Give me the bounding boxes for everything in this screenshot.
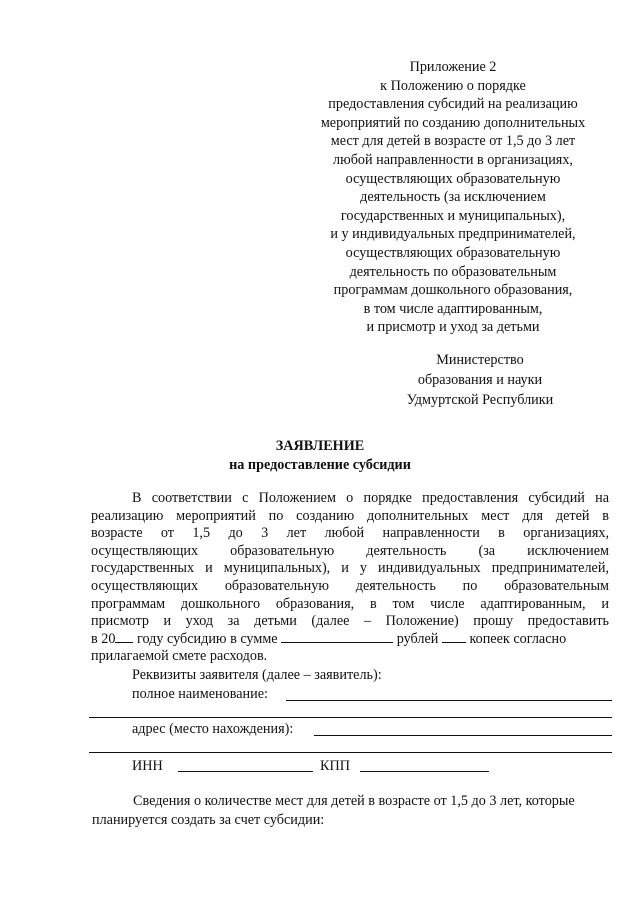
body-line: прилагаемой смете расходов. [91, 648, 268, 665]
appendix-line: деятельность по образовательным [349, 263, 557, 280]
document-title [0, 437, 640, 475]
title-sub: на предоставление субсидии [229, 457, 411, 473]
appendix-line: и у индивидуальных предпринимателей, [330, 226, 576, 243]
info-line: Сведения о количестве мест для детей в возрасте от 1,5 до 3 лет, которые [133, 793, 575, 809]
address-field-continued[interactable] [89, 752, 612, 753]
addressee-line: Удмуртской Республики [406, 392, 554, 408]
year-blank[interactable] [115, 631, 133, 643]
full-name-field-continued[interactable] [89, 717, 612, 718]
amount-text-sum: году субсидию в сумме [133, 630, 282, 647]
body-line: осуществляющих образовательную деятельность (за исключением [91, 542, 609, 559]
kpp-label: КПП [320, 758, 350, 774]
address-field[interactable] [314, 735, 612, 736]
requisites-heading: Реквизиты заявителя (далее – заявитель): [132, 667, 382, 683]
appendix-line: любой направленности в организациях, [333, 151, 573, 168]
full-name-label: полное наименование: [132, 686, 268, 702]
appendix-line: программам дошкольного образования, [333, 282, 573, 299]
appendix-line: предоставления субсидий на реализацию [328, 96, 578, 113]
appendix-line: деятельность (за исключением [360, 189, 546, 206]
full-name-field[interactable] [286, 700, 612, 701]
amount-text-kopecks: копеек согласно [465, 630, 567, 647]
addressee-line: образования и науки [417, 372, 543, 388]
body-line: реализацию мероприятий по созданию дополнительных мест для детей в [91, 507, 609, 524]
appendix-line: государственных и муниципальных), [340, 207, 566, 224]
sum-blank[interactable] [281, 631, 393, 643]
body-line: возрасте от 1,5 до 3 лет любой направленности в организациях, [91, 525, 609, 542]
addressee-block [380, 350, 580, 410]
inn-field[interactable] [178, 771, 313, 772]
body-line: осуществляющих образовательную деятельность по образовательным [91, 577, 609, 594]
appendix-line: осуществляющих образовательную [345, 244, 561, 261]
kpp-field[interactable] [360, 771, 489, 772]
info-line: планируется создать за счет субсидии: [92, 812, 325, 828]
appendix-header [300, 58, 606, 337]
appendix-line: мест для детей в возрасте от 1,5 до 3 лет [330, 133, 576, 150]
address-label: адрес (место нахождения): [132, 721, 294, 737]
appendix-line: и присмотр и уход за детьми [366, 319, 540, 336]
application-body [91, 490, 609, 666]
title-main: ЗАЯВЛЕНИЕ [275, 438, 365, 454]
body-line: В соответствии с Положением о порядке предоставления субсидий на [132, 490, 609, 506]
body-line: присмотр и уход за детьми (далее – Положение) прошу предоставить [91, 613, 609, 630]
appendix-line: к Положению о порядке [380, 77, 526, 94]
kopecks-blank[interactable] [442, 631, 466, 643]
inn-label: ИНН [132, 758, 163, 774]
appendix-line: мероприятий по созданию дополнительных [320, 114, 586, 131]
appendix-line: осуществляющих образовательную [345, 170, 561, 187]
amount-text-rubles: рублей [393, 630, 442, 647]
body-line: программам дошкольного образования, в том числе адаптированным, и [91, 595, 609, 612]
addressee-line: Министерство [436, 352, 524, 368]
appendix-line: Приложение 2 [409, 59, 497, 75]
places-info [92, 792, 612, 830]
body-line: государственных и муниципальных), и у индивидуальных предпринимателей, [91, 560, 609, 577]
amount-line [91, 631, 609, 649]
appendix-line: в том числе адаптированным, [363, 300, 543, 317]
amount-text-year: в 20 [91, 630, 116, 647]
